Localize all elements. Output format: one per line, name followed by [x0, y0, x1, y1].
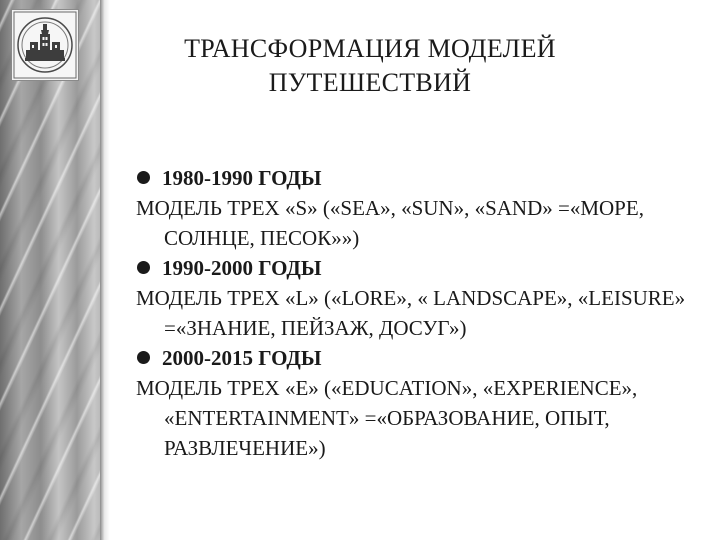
period-heading — [136, 343, 716, 373]
university-emblem-icon — [11, 9, 79, 81]
period-heading — [136, 253, 716, 283]
slide-body — [136, 163, 716, 463]
bullet-icon — [137, 261, 150, 274]
decorative-side-strip — [0, 0, 107, 540]
title-line-2: ПУТЕШЕСТВИЙ — [268, 68, 472, 97]
period-heading — [136, 163, 716, 193]
side-strip-edge — [100, 0, 110, 540]
model-description: МОДЕЛЬ ТРЕХ «E» («EDUCATION», «EXPERIENCE», «ENTERTAINMENT» =«ОБРАЗОВАНИЕ, ОПЫТ, РАЗВЛЕЧЕНИЕ») — [136, 376, 638, 460]
slide-title — [120, 32, 620, 100]
bullet-icon — [137, 351, 150, 364]
period-heading-text: 2000-2015 ГОДЫ — [162, 346, 322, 370]
bullet-icon — [137, 171, 150, 184]
title-line-1: ТРАНСФОРМАЦИЯ МОДЕЛЕЙ — [184, 34, 556, 63]
period-heading-text: 1980-1990 ГОДЫ — [162, 166, 322, 190]
model-description: МОДЕЛЬ ТРЕХ «S» («SEA», «SUN», «SAND» =«МОРЕ, СОЛНЦЕ, ПЕСОК»») — [136, 196, 644, 250]
period-heading-text: 1990-2000 ГОДЫ — [162, 256, 322, 280]
model-description: МОДЕЛЬ ТРЕХ «L» («LORE», « LANDSCAPE», «LEISURE» =«ЗНАНИЕ, ПЕЙЗАЖ, ДОСУГ») — [136, 286, 686, 340]
